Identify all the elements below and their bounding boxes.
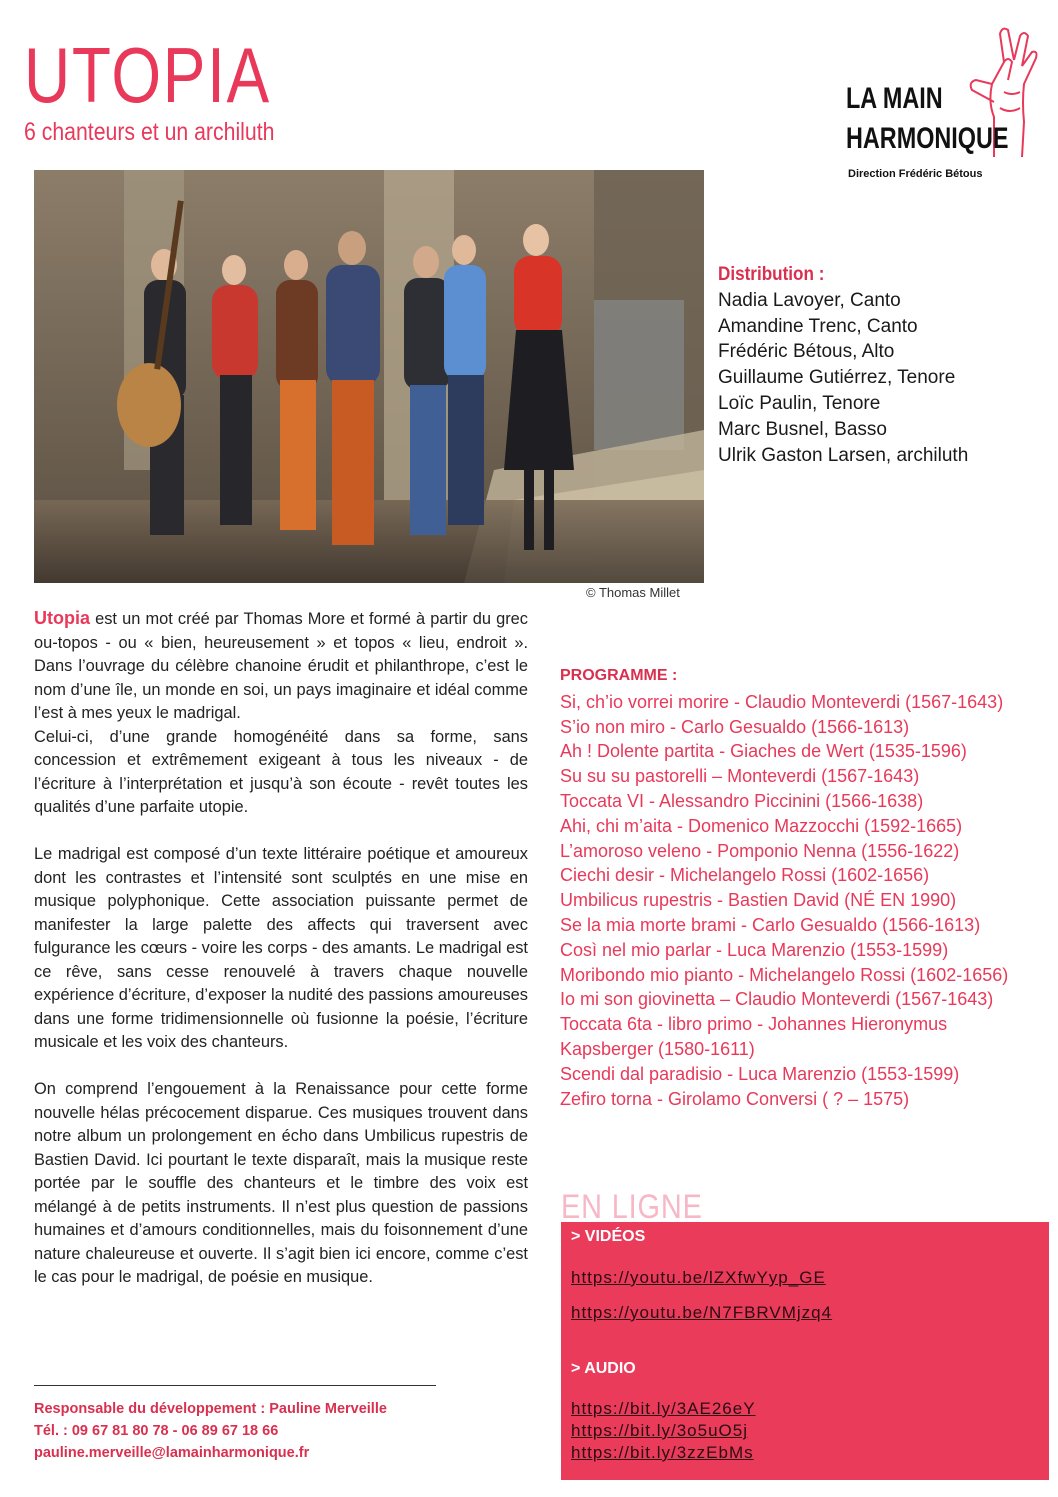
programme-item: Moribondo mio pianto - Michelangelo Rossi (1602-1656)	[560, 964, 1009, 985]
programme-item: Umbilicus rupestris - Bastien David (NÉ EN 1990)	[560, 890, 957, 911]
paragraph-1b: Celui-ci, d’une grande homogénéité dans sa forme, sans concession et extrêmement exigeant à tous les niveaux - de l’écriture à l’interprétation et jusqu’à son écoute - revêt toutes les qualités d’une parfaite utopie.	[34, 727, 528, 816]
paragraph-3: On comprend l’engouement à la Renaissance pour cette forme nouvelle hélas précocement disparue. Ces musiques trouvent dans notre album un prolongement en écho dans Umbilicus rupestris de Bastien David. Ici pourtant le texte disparaît, mais la musique reste portée par le souffle des chanteurs et le timbre des voix est mélangé à de petits instruments. Il n’est plus question de passions humaines et d’amours conditionnelles, mais du foisonnement d’une nature chaleureuse et ouverte. Il s’agit bien ici encore, comme c’est le cas pour le madrigal, de poésie en musique.	[34, 1080, 528, 1286]
distribution-member: Amandine Trenc, Canto	[718, 315, 918, 337]
programme-item: S’io non miro - Carlo Gesualdo (1566-1613)	[560, 716, 910, 737]
programme-item: Scendi dal paradisio - Luca Marenzio (1553-1599)	[560, 1063, 960, 1084]
programme-item: Ciechi desir - Michelangelo Rossi (1602-1656)	[560, 865, 930, 886]
distribution-member: Guillaume Gutiérrez, Tenore	[718, 367, 956, 389]
contact-name: Responsable du développement : Pauline Merveille	[34, 1401, 387, 1417]
ensemble-logo	[846, 22, 1046, 192]
photo-illustration	[34, 170, 704, 583]
body-text	[34, 607, 528, 1313]
programme-item: Così nel mio parlar - Luca Marenzio (1553-1599)	[560, 939, 949, 960]
programme-item: Se la mia morte brami - Carlo Gesualdo (1566-1613)	[560, 914, 981, 935]
programme-item: Su su su pastorelli – Monteverdi (1567-1643)	[560, 766, 920, 787]
distribution-section	[718, 262, 1048, 468]
programme-item: Io mi son giovinetta – Claudio Monteverdi (1567-1643)	[560, 989, 994, 1010]
programme-item: Zefiro torna - Girolamo Conversi ( ? – 1575)	[560, 1088, 910, 1109]
online-links-box	[561, 1222, 1049, 1480]
paragraph-1	[34, 607, 528, 726]
distribution-member: Loïc Paulin, Tenore	[718, 392, 881, 414]
distribution-member: Ulrik Gaston Larsen, archiluth	[718, 444, 969, 466]
utopia-highlight: Utopia	[34, 608, 90, 628]
audio-link-3[interactable]: https://bit.ly/3zzEbMs	[571, 1443, 754, 1462]
distribution-member: Nadia Lavoyer, Canto	[718, 289, 901, 311]
contact-phone: Tél. : 09 67 81 80 78 - 06 89 67 18 66	[34, 1423, 279, 1439]
audio-label: > AUDIO	[571, 1360, 636, 1377]
video-link-2[interactable]: https://youtu.be/N7FBRVMjzq4	[571, 1303, 833, 1322]
ensemble-photo	[34, 170, 704, 583]
contact-email[interactable]: pauline.merveille@lamainharmonique.fr	[34, 1445, 310, 1461]
page-subtitle: 6 chanteurs et un archiluth	[24, 118, 275, 146]
contact-footer	[34, 1398, 387, 1464]
online-title: EN LIGNE	[561, 1188, 703, 1226]
video-link-1[interactable]: https://youtu.be/lZXfwYyp_GE	[571, 1268, 826, 1287]
programme-item: Si, ch’io vorrei morire - Claudio Monteverdi (1567-1643)	[560, 691, 1004, 712]
paragraph-2: Le madrigal est composé d’un texte littéraire poétique et amoureux dont les contrastes et l’intensité sont sculptés en une mise en musique polyphonique. Cette association puissante permet de manifester la large palette des affects qui traversent avec fulgurance les cœurs - voire les corps - des amants. Le madrigal est ce rêve, sans cesse renouvelé à travers chaque nouvelle expérience d’écriture, d’exposer la nudité des passions amoureuses dans une forme tridimensionnelle où fusionne la poésie, l’écriture musicale et les voix des chanteurs.	[34, 845, 528, 1051]
audio-link-2[interactable]: https://bit.ly/3o5uO5j	[571, 1421, 748, 1440]
distribution-member: Frédéric Bétous, Alto	[718, 341, 895, 363]
programme-item: Toccata VI - Alessandro Piccinini (1566-1638)	[560, 790, 924, 811]
logo-direction: Direction Frédéric Bétous	[848, 168, 983, 180]
distribution-member: Marc Busnel, Basso	[718, 418, 887, 440]
programme-item: Toccata 6ta - libro primo - Johannes Hieronymus Kapsberger (1580-1611)	[560, 1014, 948, 1059]
page-title: UTOPIA	[24, 31, 271, 119]
videos-label: > VIDÉOS	[571, 1228, 646, 1245]
programme-item: L’amoroso veleno - Pomponio Nenna (1556-1622)	[560, 840, 960, 861]
programme-title: PROGRAMME :	[560, 667, 678, 684]
programme-item: Ah ! Dolente partita - Giaches de Wert (1535-1596)	[560, 741, 967, 762]
distribution-title: Distribution :	[718, 264, 825, 285]
programme-section	[560, 664, 1050, 1111]
programme-item: Ahi, chi m’aita - Domenico Mazzocchi (1592-1665)	[560, 815, 963, 836]
logo-text-line2: HARMONIQUE	[846, 122, 1009, 155]
footer-divider	[34, 1385, 436, 1386]
logo-text-line1: LA MAIN	[846, 82, 943, 115]
photo-credit: © Thomas Millet	[586, 585, 680, 600]
audio-link-1[interactable]: https://bit.ly/3AE26eY	[571, 1399, 756, 1418]
paragraph-1-text: est un mot créé par Thomas More et formé à partir du grec ou-topos - ou « bien, heureusement » et topos « lieu, endroit ». Dans l’ouvrage du célèbre chanoine érudit et philanthrope, c’est le nom d’une île, un monde en soi, un pays imaginaire et idéal comme l’est à mes yeux le madrigal.	[34, 610, 528, 722]
